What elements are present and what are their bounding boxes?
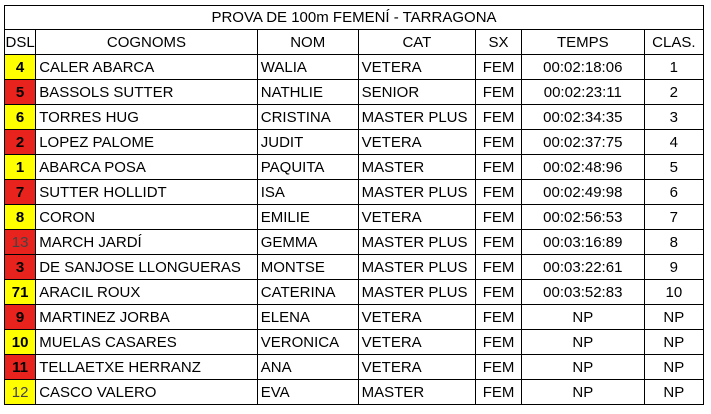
cell-cognoms: MARTINEZ JORBA	[36, 305, 258, 330]
cell-dsl: 6	[5, 105, 36, 130]
cell-nom: VERONICA	[257, 330, 358, 355]
cell-temps: NP	[521, 305, 644, 330]
cell-cognoms: MUELAS CASARES	[36, 330, 258, 355]
cell-sx: FEM	[476, 180, 522, 205]
cell-sx: FEM	[476, 330, 522, 355]
cell-clas: NP	[644, 355, 703, 380]
cell-cat: MASTER PLUS	[358, 180, 476, 205]
cell-cognoms: SUTTER HOLLIDT	[36, 180, 258, 205]
cell-dsl: 1	[5, 155, 36, 180]
cell-temps: 00:02:49:98	[521, 180, 644, 205]
cell-cat: VETERA	[358, 55, 476, 80]
header-nom: NOM	[257, 30, 358, 55]
cell-nom: GEMMA	[257, 230, 358, 255]
cell-dsl: 13	[5, 230, 36, 255]
cell-cat: VETERA	[358, 205, 476, 230]
cell-cat: VETERA	[358, 130, 476, 155]
cell-nom: CRISTINA	[257, 105, 358, 130]
cell-cat: MASTER	[358, 155, 476, 180]
cell-clas: 7	[644, 205, 703, 230]
cell-nom: JUDIT	[257, 130, 358, 155]
cell-sx: FEM	[476, 230, 522, 255]
cell-sx: FEM	[476, 155, 522, 180]
cell-cat: VETERA	[358, 305, 476, 330]
cell-nom: CATERINA	[257, 280, 358, 305]
cell-dsl: 10	[5, 330, 36, 355]
table-row	[5, 130, 704, 155]
cell-cat: MASTER	[358, 380, 476, 405]
table-row	[5, 380, 704, 405]
cell-cognoms: CALER ABARCA	[36, 55, 258, 80]
table-title: PROVA DE 100m FEMENÍ - TARRAGONA	[5, 6, 704, 30]
cell-clas: 10	[644, 280, 703, 305]
cell-temps: 00:02:23:11	[521, 80, 644, 105]
cell-sx: FEM	[476, 380, 522, 405]
cell-dsl: 9	[5, 305, 36, 330]
cell-cat: MASTER PLUS	[358, 105, 476, 130]
cell-cognoms: CASCO VALERO	[36, 380, 258, 405]
cell-nom: WALIA	[257, 55, 358, 80]
cell-dsl: 7	[5, 180, 36, 205]
cell-cat: MASTER PLUS	[358, 280, 476, 305]
cell-cognoms: TELLAETXE HERRANZ	[36, 355, 258, 380]
cell-temps: NP	[521, 380, 644, 405]
table-row	[5, 205, 704, 230]
cell-cognoms: LOPEZ PALOME	[36, 130, 258, 155]
cell-cat: MASTER PLUS	[358, 230, 476, 255]
table-row	[5, 280, 704, 305]
cell-sx: FEM	[476, 205, 522, 230]
cell-dsl: 71	[5, 280, 36, 305]
table-row	[5, 105, 704, 130]
title-row	[5, 6, 704, 30]
cell-sx: FEM	[476, 130, 522, 155]
cell-sx: FEM	[476, 80, 522, 105]
table-row	[5, 55, 704, 80]
table-row	[5, 255, 704, 280]
cell-cat: VETERA	[358, 355, 476, 380]
cell-temps: 00:03:52:83	[521, 280, 644, 305]
cell-dsl: 8	[5, 205, 36, 230]
cell-temps: 00:02:37:75	[521, 130, 644, 155]
cell-dsl: 3	[5, 255, 36, 280]
cell-nom: EMILIE	[257, 205, 358, 230]
cell-cognoms: MARCH JARDÍ	[36, 230, 258, 255]
cell-temps: NP	[521, 355, 644, 380]
header-clas: CLAS.	[644, 30, 703, 55]
header-dsl: DSL	[5, 30, 36, 55]
cell-clas: 9	[644, 255, 703, 280]
cell-temps: 00:02:56:53	[521, 205, 644, 230]
table-row	[5, 355, 704, 380]
cell-clas: NP	[644, 305, 703, 330]
cell-nom: ISA	[257, 180, 358, 205]
cell-dsl: 12	[5, 380, 36, 405]
cell-cat: MASTER PLUS	[358, 255, 476, 280]
results-sheet	[4, 5, 704, 405]
cell-cat: SENIOR	[358, 80, 476, 105]
cell-clas: NP	[644, 330, 703, 355]
header-row	[5, 30, 704, 55]
results-table	[4, 5, 704, 405]
cell-nom: EVA	[257, 380, 358, 405]
cell-clas: 6	[644, 180, 703, 205]
cell-cognoms: BASSOLS SUTTER	[36, 80, 258, 105]
cell-clas: 1	[644, 55, 703, 80]
cell-temps: 00:02:48:96	[521, 155, 644, 180]
header-sx: SX	[476, 30, 522, 55]
cell-clas: 2	[644, 80, 703, 105]
table-row	[5, 80, 704, 105]
cell-nom: NATHLIE	[257, 80, 358, 105]
cell-cognoms: ARACIL ROUX	[36, 280, 258, 305]
cell-clas: 3	[644, 105, 703, 130]
cell-temps: 00:02:18:06	[521, 55, 644, 80]
header-cognoms: COGNOMS	[36, 30, 258, 55]
cell-sx: FEM	[476, 255, 522, 280]
cell-clas: 8	[644, 230, 703, 255]
cell-dsl: 5	[5, 80, 36, 105]
cell-sx: FEM	[476, 55, 522, 80]
cell-clas: 5	[644, 155, 703, 180]
cell-clas: 4	[644, 130, 703, 155]
cell-dsl: 2	[5, 130, 36, 155]
cell-nom: MONTSE	[257, 255, 358, 280]
cell-dsl: 4	[5, 55, 36, 80]
cell-temps: 00:03:22:61	[521, 255, 644, 280]
table-row	[5, 230, 704, 255]
cell-sx: FEM	[476, 105, 522, 130]
cell-cat: VETERA	[358, 330, 476, 355]
header-temps: TEMPS	[521, 30, 644, 55]
header-cat: CAT	[358, 30, 476, 55]
cell-nom: PAQUITA	[257, 155, 358, 180]
cell-clas: NP	[644, 380, 703, 405]
cell-nom: ANA	[257, 355, 358, 380]
cell-sx: FEM	[476, 305, 522, 330]
table-row	[5, 180, 704, 205]
cell-sx: FEM	[476, 355, 522, 380]
cell-cognoms: DE SANJOSE LLONGUERAS	[36, 255, 258, 280]
cell-cognoms: TORRES HUG	[36, 105, 258, 130]
cell-dsl: 11	[5, 355, 36, 380]
cell-nom: ELENA	[257, 305, 358, 330]
table-row	[5, 330, 704, 355]
cell-temps: 00:02:34:35	[521, 105, 644, 130]
table-row	[5, 155, 704, 180]
cell-sx: FEM	[476, 280, 522, 305]
cell-cognoms: ABARCA POSA	[36, 155, 258, 180]
cell-temps: 00:03:16:89	[521, 230, 644, 255]
cell-cognoms: CORON	[36, 205, 258, 230]
table-row	[5, 305, 704, 330]
cell-temps: NP	[521, 330, 644, 355]
